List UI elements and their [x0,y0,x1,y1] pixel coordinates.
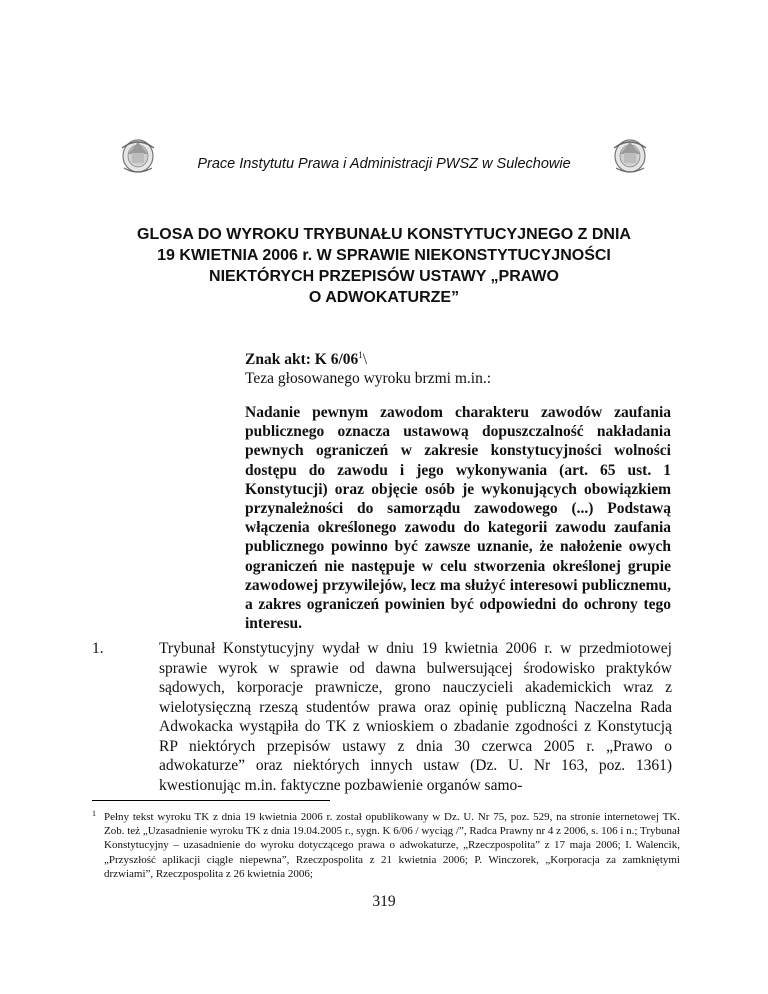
thesis-intro: Teza głosowanego wyroku brzmi m.in.: [245,370,491,388]
case-number: Znak akt: K 6/06 [245,351,359,369]
institute-emblem-icon [610,134,650,176]
title-line: O ADWOKATURZE” [308,289,460,306]
footnote-ref: 1 [358,350,363,360]
header-text: Prace Instytutu Prawa i Administracji PWSZ w Sulechowie [197,156,571,172]
list-item-number: 1. [92,640,104,657]
footnote-divider [92,800,330,801]
title-line: NIEKTÓRYCH PRZEPISÓW USTAWY „PRAWO [209,268,559,285]
title-line: 19 KWIETNIA 2006 r. W SPRAWIE NIEKONSTYTUCYJNOŚCI [157,247,611,264]
page-number: 319 [372,893,396,910]
list-item [92,639,672,795]
footnote [92,810,680,881]
list-item-text: Trybunał Konstytucyjny wydał w dniu 19 kwietnia 2006 r. w przedmiotowej sprawie wyrok w sprawie od dawna bulwersującej środowisko praktyków sądowych, korporacje prawnicze, grono nauczycieli akademickich wraz z wielotysięczną rzeszą studentów prawa oraz opinię publiczną Naczelna Rada Adwokacka wystąpiła do TK z wnioskiem o zbadanie zgodności z Konstytucją RP niektórych przepisów ustawy z dnia 30 czerwca 2005 r. „Prawo o adwokaturze” oraz niektórych innych ustaw (Dz. U. Nr 163, poz. 1361) kwestionując m.in. faktyczne pozbawienie organów samo- [159,640,672,794]
case-meta [245,346,685,388]
title-line: GLOSA DO WYROKU TRYBUNAŁU KONSTYTUCYJNEGO Z DNIA [137,226,631,243]
case-number-suffix: \ [362,351,368,369]
numbered-list [92,639,672,795]
footnote-mark: 1 [92,809,96,818]
case-number-line [245,346,685,369]
article-title [100,224,668,308]
running-header [108,128,660,192]
footnote-text: Pełny tekst wyroku TK z dnia 19 kwietnia 2006 r. został opublikowany w Dz. U. Nr 75, poz. 529, na stronie internetowej TK. Zob. też „Uzasadnienie wyroku TK z dnia 19.04.2005 r., sygn. K 6/06 / wyciąg /”, Radca Prawny nr 4 z 2006, s. 106 i n.; Trybunał Konstytucyjny – uzasadnienie do wyroku dotyczącego prawa o adwokaturze, „Rzeczpospolita” z 17 maja 2006; I. Walencik, „Przyszłość aplikacji ciągle niepewna”, Rzeczpospolita z 21 kwietnia 2006; P. Winczorek, „Korporacja za zamkniętymi drzwiami”, Rzeczpospolita z 26 kwietnia 2006; [104,811,680,880]
judgment-thesis: Nadanie pewnym zawodom charakteru zawodów zaufania publicznego oznacza ustawową dopuszczalność nakładania pewnych ograniczeń w zakresie konstytucyjności wolności dostępu do zawodu i jego wykonywania (art. 65 ust. 1 Konstytucji) oraz objęcie osób je wykonujących obowiązkiem przynależności do samorządu zawodowego (...) Podstawą włączenia określonego zawodu do kategorii zawodu zaufania publicznego powinno być zawsze uznanie, że nałożenie owych ograniczeń nie następuje w celu stworzenia określonej grupie zawodowej przywilejów, lecz ma służyć interesowi publicznemu, a zakres ograniczeń powinien być odpowiedni do ochrony tego interesu. [245,404,671,633]
